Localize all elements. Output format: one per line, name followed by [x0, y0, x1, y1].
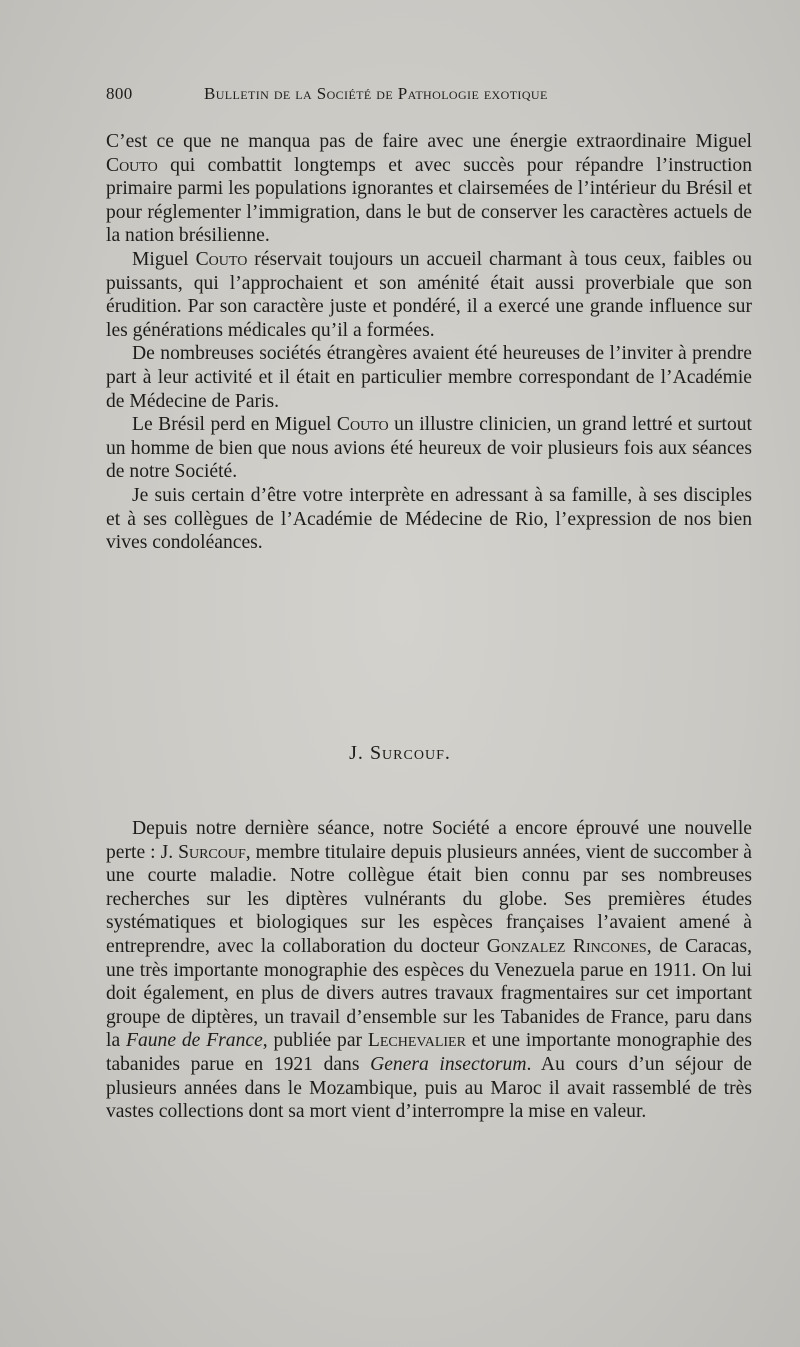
text-run: C’est ce que ne manqua pas de faire avec une énergie extraordinaire Miguel — [106, 131, 752, 152]
text-run: , publiée par — [262, 1030, 368, 1052]
text-run: . Au cours d’un séjour de plusieurs années dans le Mozambique, puis au Maroc il avait rassemblé de très vastes collections dont sa mort vient d’interrompre la mise en valeur. — [106, 1053, 752, 1123]
person-name: Gonzalez Rincones — [486, 935, 647, 957]
person-name: Couto — [336, 414, 389, 436]
paragraph: De nombreuses sociétés étrangères avaient été heureuses de l’inviter à prendre part à leur activité et il était en particulier membre correspondant de l’Académie de Médecine de Paris. — [106, 343, 752, 412]
text-run: Depuis notre dernière séance, notre Société a encore éprouvé une nouvelle perte : J. — [106, 818, 752, 863]
book-title: Genera insectorum — [370, 1053, 527, 1075]
paragraph: Je suis certain d’être votre interprète en adressant à sa famille, à ses disciples et à ses collègues de l’Académie de Médecine de Rio, l’expression de nos bien vives condoléances. — [106, 484, 752, 554]
text-run: et une importante monographie des tabanides parue en 1921 dans — [106, 1030, 752, 1075]
text-run: , de Caracas, une très importante monographie des espèces du Venezuela parue en 1911. On lui doit également, en plus de divers autres travaux fragmentaires sur cet important groupe de diptères, un travail d’ensemble sur les Tabanides de France, paru dans la — [106, 935, 753, 1052]
person-name: Surcouf — [178, 841, 246, 863]
text-run: qui combattit longtemps et avec succès pour répandre l’instruction primaire parmi les populations ignorantes et clairsemées de l’intérieur du Brésil et pour réglementer l’immigration, dans le but de conserver les caractères actuels de la nation brésilienne. — [106, 154, 752, 247]
heading-name: Surcouf. — [369, 742, 451, 764]
person-name: Couto — [195, 248, 248, 270]
paragraph — [106, 413, 752, 484]
page-number: 800 — [106, 84, 133, 103]
text-run: Le Brésil perd en Miguel — [132, 414, 337, 436]
obituary-section — [106, 817, 752, 1124]
paragraph — [106, 130, 752, 248]
obituary-heading — [0, 742, 800, 765]
paragraph — [106, 248, 752, 342]
book-title: Faune de France — [125, 1030, 263, 1052]
journal-title: Bulletin de la Société de Pathologie exotique — [204, 84, 548, 103]
running-header — [106, 84, 666, 104]
text-run: réservait toujours un accueil charmant à tous ceux, faibles ou puissants, qui l’approchaient et son aménité était aussi proverbiale que son érudition. Par son caractère juste et pondéré, il a exercé une grande influence sur les générations médicales qu’il a formées. — [106, 248, 753, 341]
person-name: Couto — [106, 154, 158, 176]
heading-initial: J. — [349, 742, 370, 764]
tribute-section — [106, 130, 752, 555]
publisher-name: Lechevalier — [367, 1030, 466, 1052]
text-run: , membre titulaire depuis plusieurs années, vient de succomber à une courte maladie. Notre collègue était bien connu par ses nombreuses recherches sur les diptères vulnérants du globe. Ses premières études systématiques et biologiques sur les espèces françaises l’avaient amené à entreprendre, avec la collaboration du docteur — [106, 841, 752, 957]
text-run: un illustre clinicien, un grand lettré et surtout un homme de bien que nous avions été heureux de voir plusieurs fois aux séances de notre Société. — [106, 414, 752, 483]
paragraph — [106, 817, 752, 1124]
text-run: Miguel — [132, 248, 196, 270]
